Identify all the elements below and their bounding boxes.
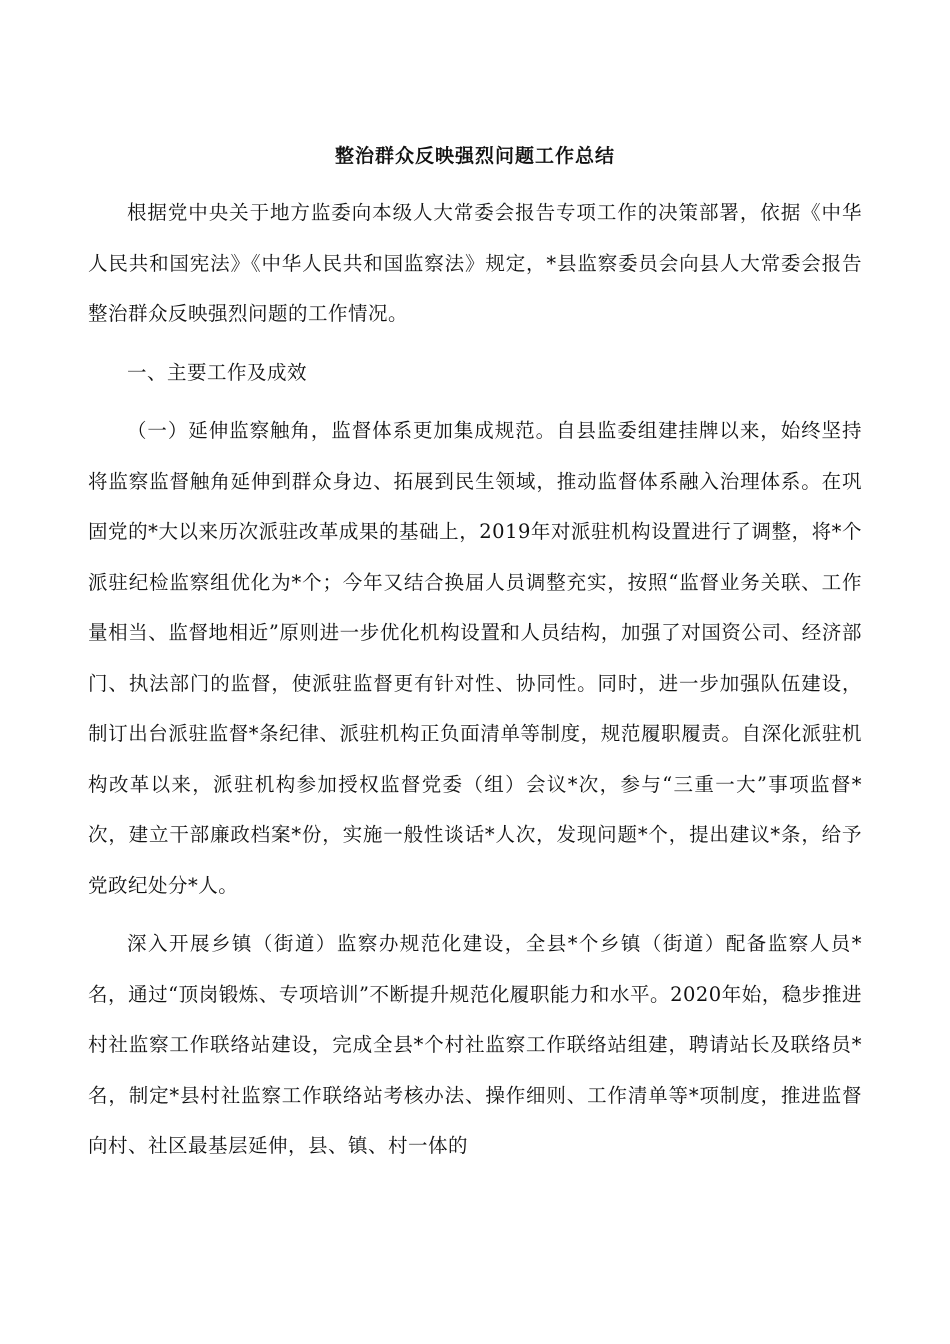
paragraph-gap — [88, 398, 862, 406]
document-body — [88, 140, 862, 1172]
document-title: 整治群众反映强烈问题工作总结 — [334, 145, 615, 167]
body-paragraph: 深入开展乡镇（街道）监察办规范化建设，全县*个乡镇（街道）配备监察人员*名，通过“顶岗锻炼、专项培训”不断提升规范化履职能力和水平。2020年始，稳步推进村社监察工作联络站建设，完成全县*个村社监察工作联络站组建，聘请站长及联络员*名，制定*县村社监察工作联络站考核办法、操作细则、工作清单等*项制度，推进监督向村、社区最基层延伸，县、镇、村一体的 — [88, 932, 862, 1157]
paragraph-gap — [88, 911, 862, 919]
paragraph-gap — [88, 340, 862, 348]
intro-paragraph: 根据党中央关于地方监委向本级人大常委会报告专项工作的决策部署，依据《中华人民共和国宪法》《中华人民共和国监察法》规定，*县监察委员会向县人大常委会报告整治群众反映强烈问题的工作情况。 — [88, 201, 862, 325]
section-heading: 一、主要工作及成效 — [127, 360, 308, 384]
body-paragraph: （一）延伸监察触角，监督体系更加集成规范。自县监委组建挂牌以来，始终坚持将监察监督触角延伸到群众身边、拓展到民生领域，推动监督体系融入治理体系。在巩固党的*大以来历次派驻改革成果的基础上，2019年对派驻机构设置进行了调整，将*个派驻纪检监察组优化为*个；今年又结合换届人员调整充实，按照“监督业务关联、工作量相当、监督地相近”原则进一步优化机构设置和人员结构，加强了对国资公司、经济部门、执法部门的监督，使派驻监督更有针对性、协同性。同时，进一步加强队伍建设，制订出台派驻监督*条纪律、派驻机构正负面清单等制度，规范履职履责。自深化派驻机构改革以来，派驻机构参加授权监督党委（组）会议*次，参与“三重一大”事项监督*次，建立干部廉政档案*份，实施一般性谈话*人次，发现问题*个，提出建议*条，给予党政纪处分*人。 — [88, 419, 862, 897]
